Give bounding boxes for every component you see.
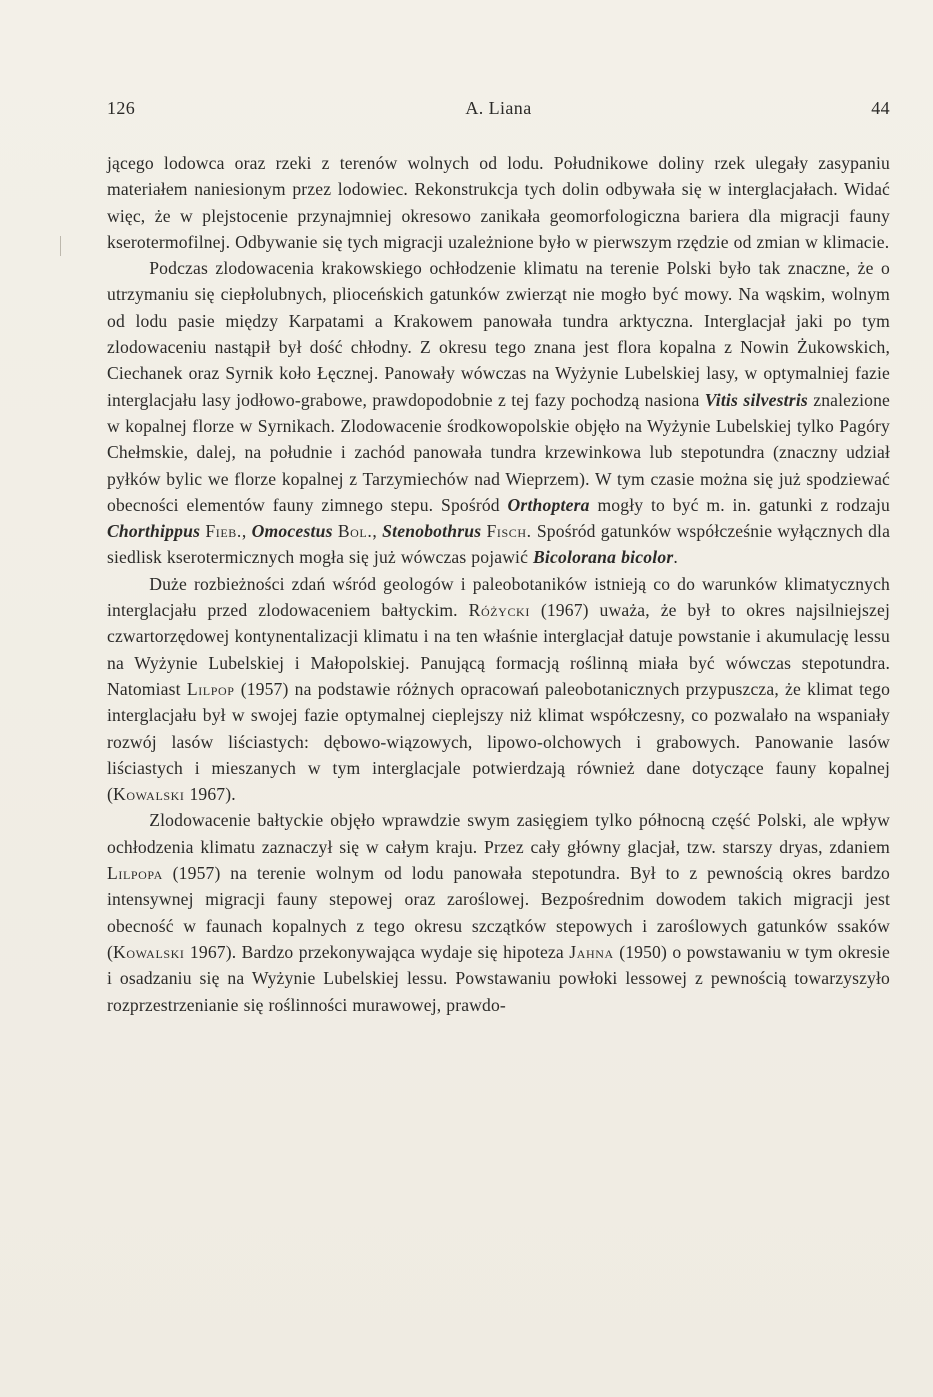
taxon-name: Vitis silvestris [704, 389, 808, 410]
paragraph-text: . [673, 547, 678, 568]
taxon-name: Stenobothrus [382, 521, 482, 542]
body-text [107, 150, 890, 1018]
running-head: A. Liana [465, 98, 532, 118]
author-name: Jahna [569, 941, 614, 962]
paragraph-text: , [241, 521, 247, 542]
paragraph-text: (1957) na podstawie różnych opracowań paleobotanicznych przypuszcza, że klimat tego interglacjału był w swojej fazie optymalnej cieplejszy niż klimat współczesny, co pozwalało na wspaniały rozwój lasów liściastych: dębowo-wiązowych, lipowo-olchowych i grabowych. Panowanie lasów liściastych i mieszanych w tym interglacjale potwierdzają również dane dotyczące fauny kopalnej ( [107, 678, 891, 805]
author-name: Fisch. [486, 521, 532, 542]
folio-number: 44 [871, 98, 890, 118]
paragraph-text: znalezione w kopalnej florze w Syrnikach. Zlodowacenie środkowopolskie objęło na Wyżynie Lubelskiej tylko Pagóry Chełmskie, dalej, na południe i zachód panowała tundra krzewinkowa lub stepotundra (znaczny udział pyłków bylic we florze kopalnej z Tarzymiechów nad Wieprzem). W tym czasie można się już spodziewać obecności elementów fauny zimnego stepu. Spośród [107, 389, 890, 515]
author-name: Lilpop [186, 678, 235, 699]
author-name: Bol. [337, 521, 373, 542]
taxon-name: Chorthippus [107, 521, 201, 542]
paragraph-text: (1957) na terenie wolnym od lodu panowała stepotundra. Był to z pewnością okres bardzo intensywnej migracji fauny stepowej oraz zaroślowej. Bezpośrednim dowodem takich migracji jest obecność w faunach kopalnych z tego okresu szczątków stepowych i zaroślowych gatunków ssaków ( [107, 863, 891, 962]
paragraph-text: 1967). Bardzo przekonywająca wydaje się hipoteza [189, 941, 564, 962]
author-name: Fieb. [205, 521, 242, 542]
paragraph-text: (1967) uważa, że był to okres najsilniejszej czwartorzędowej kontynentalizacji klimatu i na ten właśnie interglacjał datuje powstanie i akumulację lessu na Wyżynie Lubelskiej i Małopolskiej. Panującą formacją roślinną miała być wówczas stepotundra. Natomiast [107, 600, 890, 699]
paragraph-text: , [372, 521, 377, 542]
paragraph-text: Zlodowacenie bałtyckie objęło wprawdzie swym zasięgiem tylko północną część Polski, ale wpływ ochłodzenia klimatu zaznaczył się w całym kraju. Przez cały główny glacjał, tzw. starszy dryas, zdaniem [107, 810, 890, 857]
author-name: Lilpopa [107, 863, 163, 884]
paragraph-2 [107, 255, 890, 571]
page-header [107, 98, 890, 122]
paragraph-text: Duże rozbieżności zdań wśród geologów i paleobotaników istnieją co do warunków klimatycznych interglacjału przed zlodowaceniem bałtyckim. [107, 573, 890, 621]
taxon-name: Bicolorana bicolor [533, 547, 674, 568]
taxon-name: Omocestus [251, 521, 333, 542]
taxon-name: Orthoptera [507, 494, 590, 515]
paragraph-3 [107, 571, 890, 808]
paragraph-4 [107, 807, 890, 1017]
paragraph-text: (1950) o powstawaniu w tym okresie i osadzaniu się na Wyżynie Lubelskiej lessu. Powstawaniu powłoki lessowej z pewnością towarzyszyło rozprzestrzenianie się roślinności murawowej, prawdo- [107, 941, 890, 1015]
author-name: Kowalski [113, 941, 185, 962]
paragraph-text: jącego lodowca oraz rzeki z terenów wolnych od lodu. Południkowe doliny rzek ulegały zasypaniu materiałem naniesionym przez lodowiec. Rekonstrukcja tych dolin odbywała się w interglacjałach. Widać więc, że w plejstocenie przynajmniej okresowo zanikała geomorfologiczna bariera dla migracji fauny kserotermofilnej. Odbywanie się tych migracji uzależnione było w pierwszym rzędzie od zmian w klimacie. [107, 153, 890, 252]
paragraph-text: 1967). [189, 784, 236, 805]
paragraph-text: Podczas zlodowacenia krakowskiego ochłodzenie klimatu na terenie Polski było tak znaczne, że o utrzymaniu się ciepłolubnych, plioceńskich gatunków zwierząt nie mogło być mowy. Na wąskim, wolnym od lodu pasie między Karpatami a Krakowem panowała tundra arktyczna. Interglacjał jaki po tym zlodowaceniu nastąpił był dość chłodny. Z okresu tego znana jest flora kopalna z Nowin Żukowskich, Ciechanek oraz Syrnik koło Łęcznej. Panowały wówczas na Wyżynie Lubelskiej lasy, w optymalniej fazie interglacjału lasy jodłowo-grabowe, prawdopodobnie z tej fazy pochodzą nasiona [107, 258, 890, 410]
paragraph-1 [107, 150, 890, 255]
margin-mark [60, 236, 61, 256]
author-name: Różycki [468, 600, 530, 621]
author-name: Kowalski [113, 784, 185, 805]
page-number: 126 [107, 98, 136, 118]
paragraph-text: mogły to być m. in. gatunki z rodzaju [597, 494, 890, 515]
paragraph-text: Spośród gatunków współcześnie wyłącznych dla siedlisk kserotermicznych mogła się już wówczas pojawić [107, 521, 891, 568]
